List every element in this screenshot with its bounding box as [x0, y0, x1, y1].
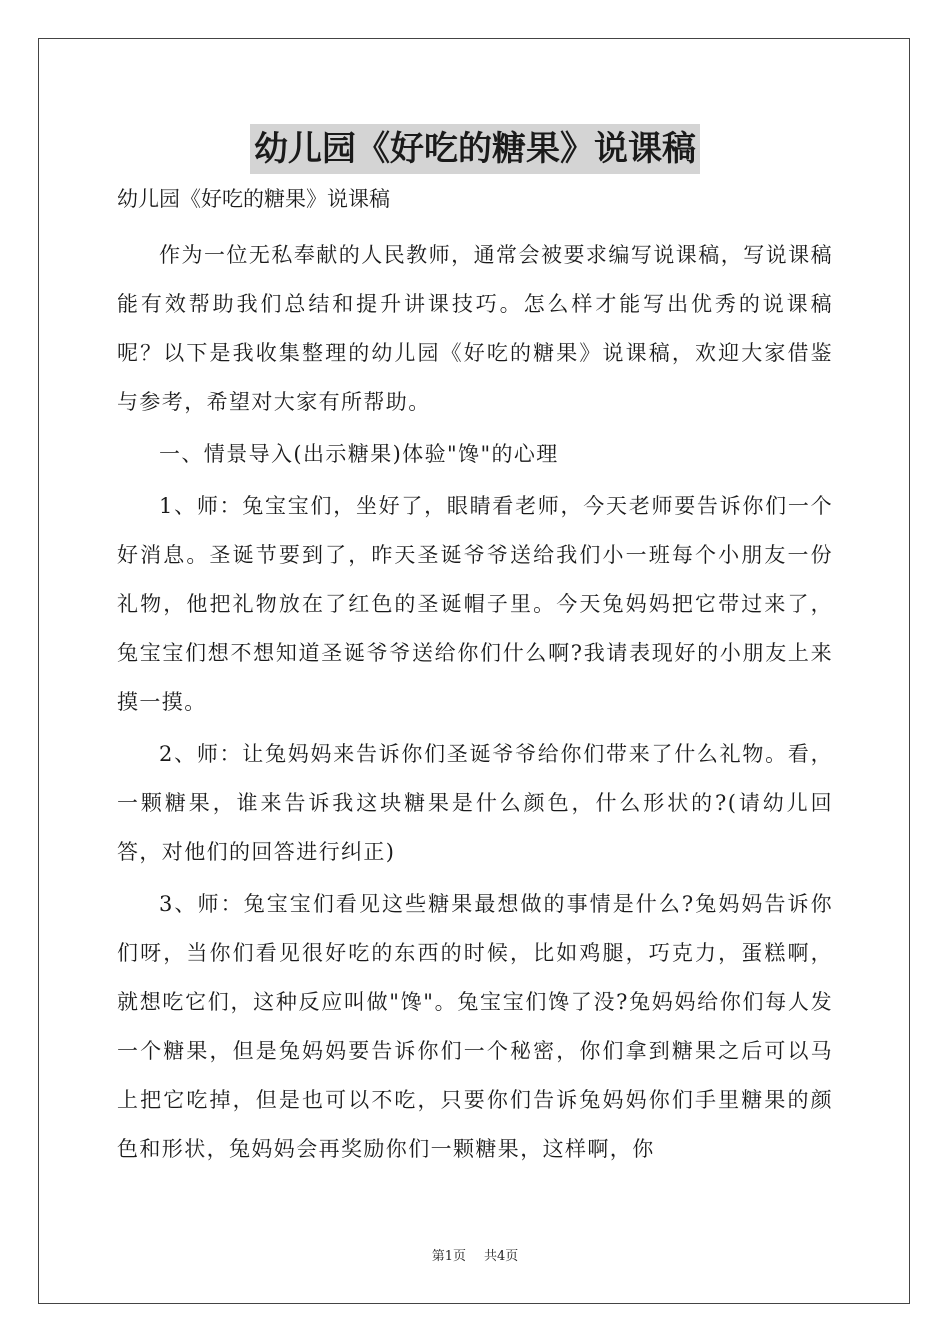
- page-footer: [0, 1247, 950, 1267]
- paragraph-step-3: 3、师：兔宝宝们看见这些糖果最想做的事情是什么?兔妈妈告诉你们呀，当你们看见很好吃的东西的时候，比如鸡腿，巧克力，蛋糕啊，就想吃它们，这种反应叫做"馋"。兔宝宝们馋了没?兔妈妈给你们每人发一个糖果，但是兔妈妈要告诉你们一个秘密，你们拿到糖果之后可以马上把它吃掉，但是也可以不吃，只要你们告诉兔妈妈你们手里糖果的颜色和形状，兔妈妈会再奖励你们一颗糖果，这样啊，你: [117, 892, 833, 1161]
- paragraph-section-heading: 一、情景导入(出示糖果)体验"馋"的心理: [159, 442, 559, 466]
- document-body: [117, 231, 833, 1177]
- paragraph-intro: 作为一位无私奉献的人民教师，通常会被要求编写说课稿，写说课稿能有效帮助我们总结和提升讲课技巧。怎么样才能写出优秀的说课稿呢？以下是我收集整理的幼儿园《好吃的糖果》说课稿，欢迎大家借鉴与参考，希望对大家有所帮助。: [117, 243, 833, 414]
- document-title: 幼儿园《好吃的糖果》说课稿: [250, 124, 700, 174]
- paragraph-step-1: 1、师：兔宝宝们，坐好了，眼睛看老师，今天老师要告诉你们一个好消息。圣诞节要到了，昨天圣诞爷爷送给我们小一班每个小朋友一份礼物，他把礼物放在了红色的圣诞帽子里。今天兔妈妈把它带过来了，兔宝宝们想不想知道圣诞爷爷送给你们什么啊?我请表现好的小朋友上来摸一摸。: [117, 494, 833, 714]
- page-number: 第1页: [431, 1249, 466, 1264]
- document-subtitle: 幼儿园《好吃的糖果》说课稿: [117, 187, 390, 211]
- page-total: 共4页: [484, 1249, 519, 1264]
- title-container: [0, 124, 950, 174]
- paragraph-step-2: 2、师：让兔妈妈来告诉你们圣诞爷爷给你们带来了什么礼物。看，一颗糖果，谁来告诉我这块糖果是什么颜色，什么形状的?(请幼儿回答，对他们的回答进行纠正): [117, 742, 833, 864]
